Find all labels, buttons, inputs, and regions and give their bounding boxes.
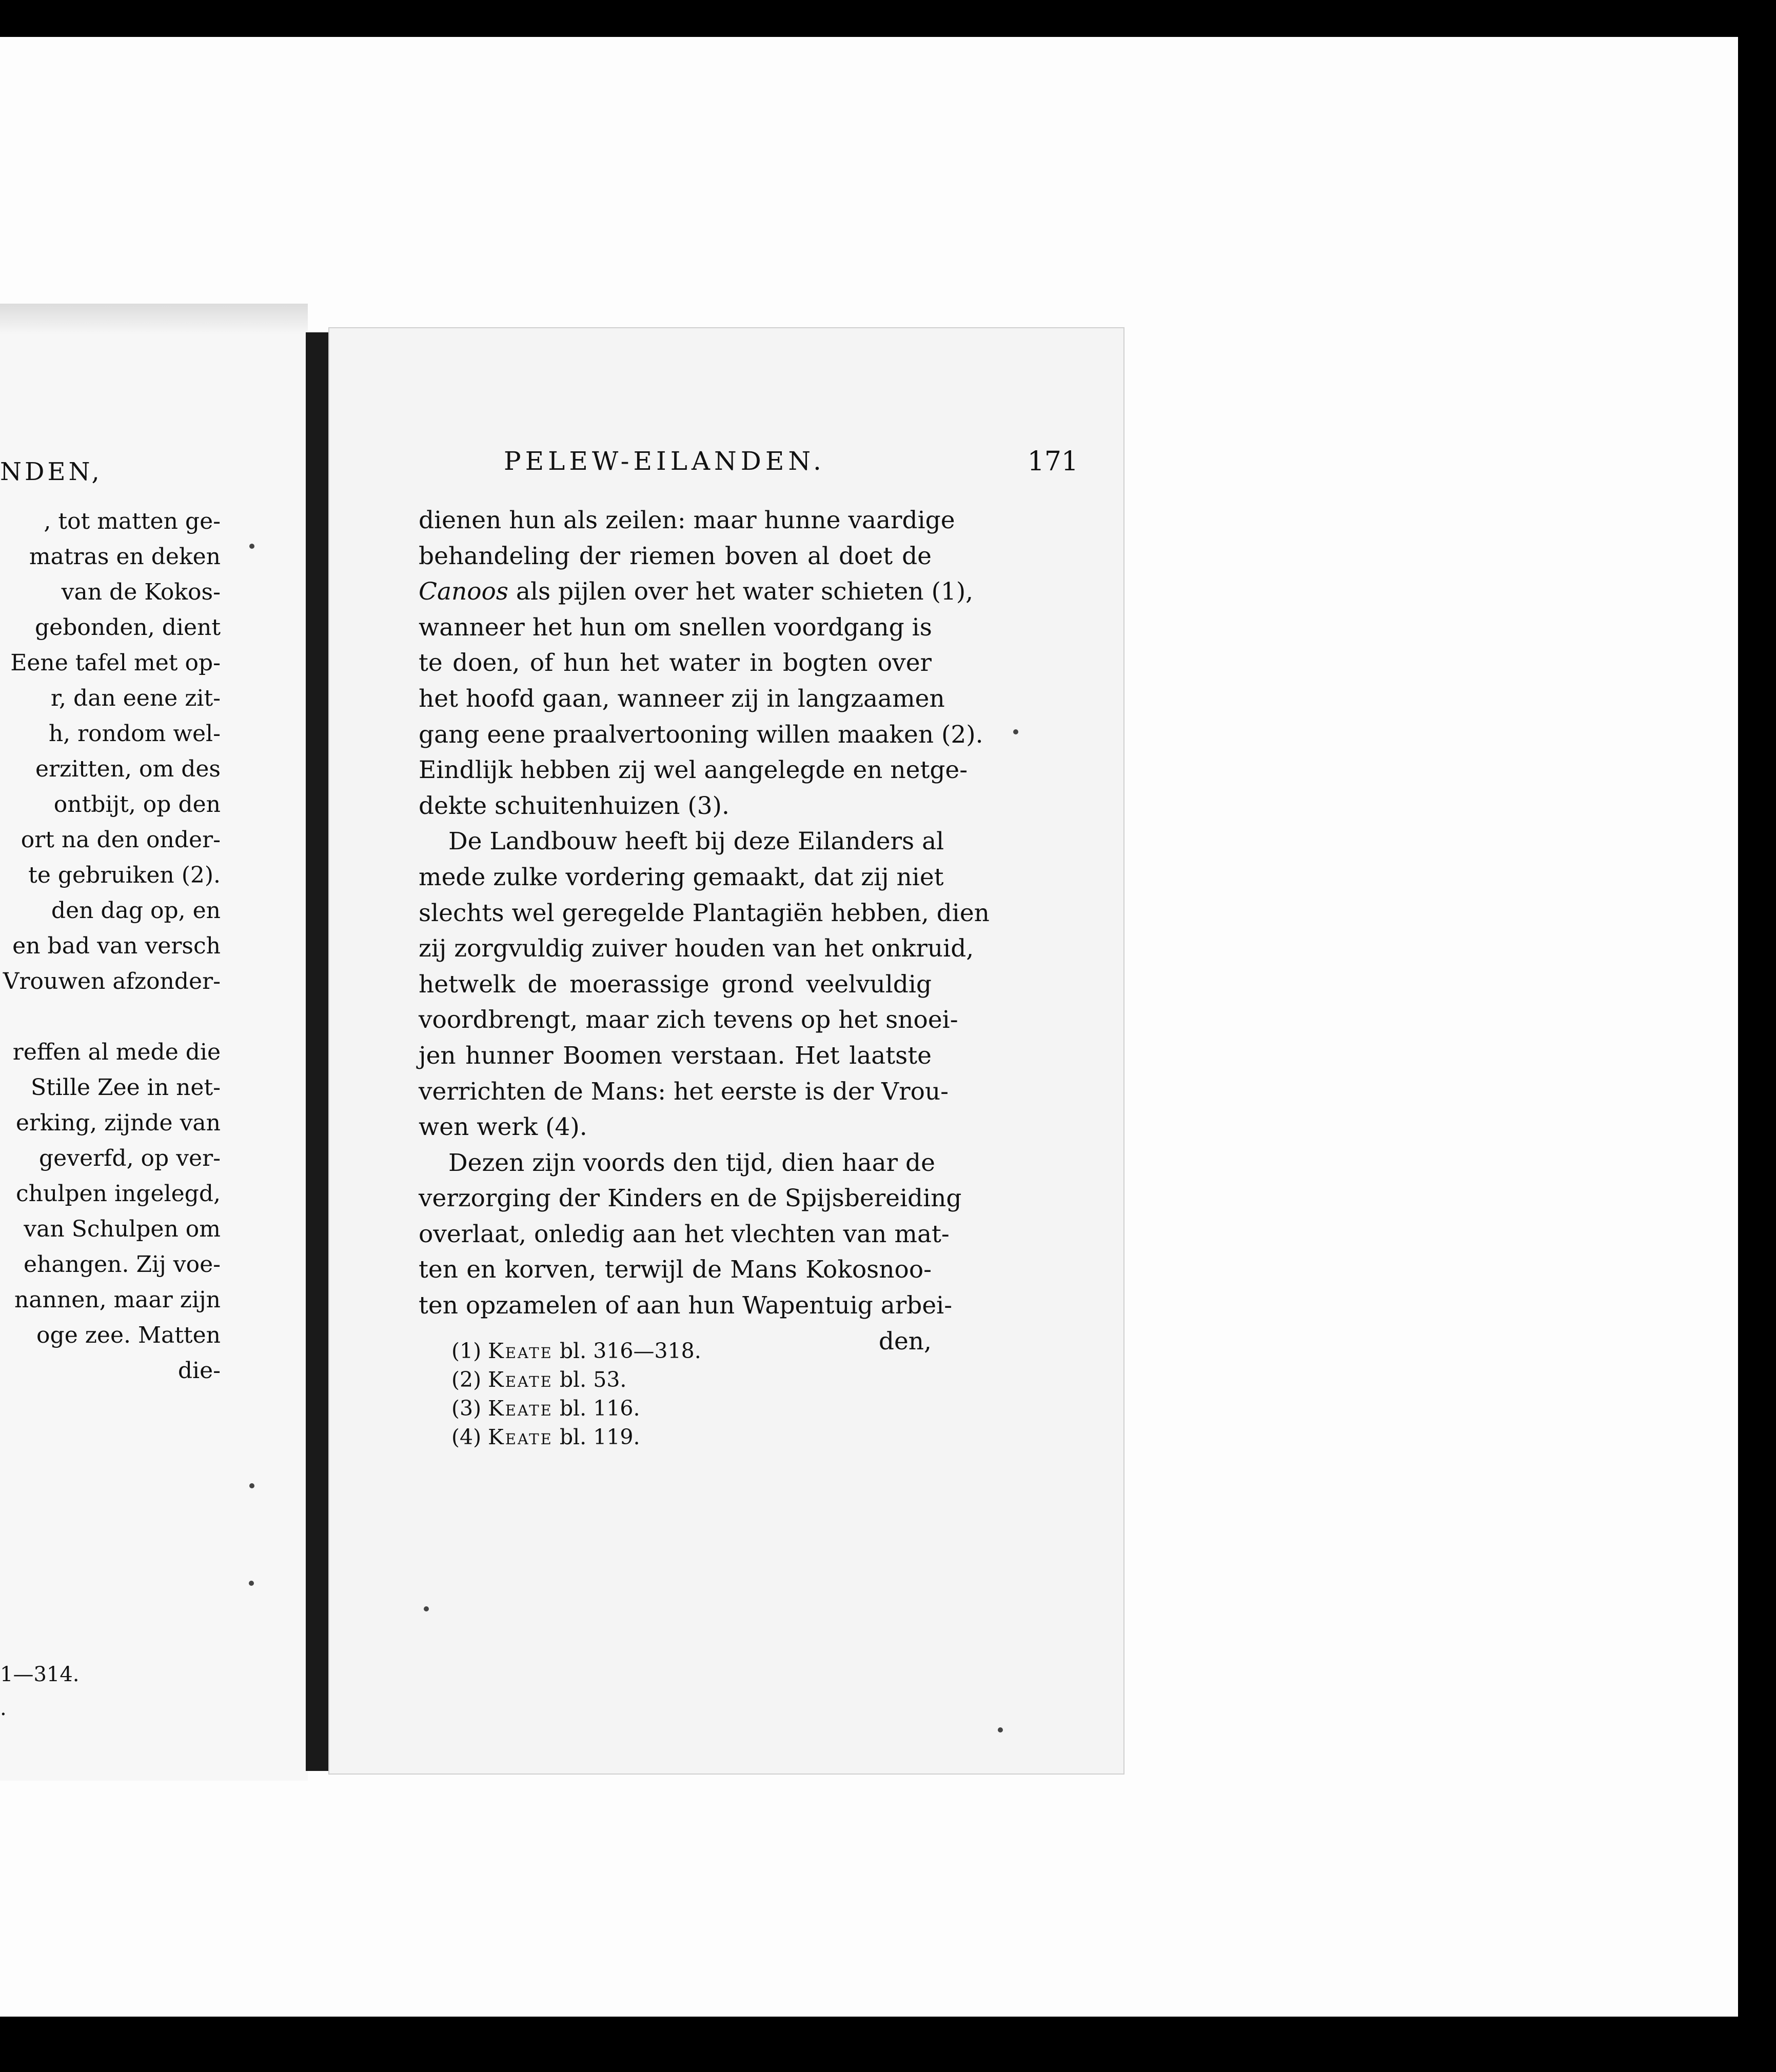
running-head — [504, 446, 1078, 482]
left-text-line: die- — [177, 1358, 221, 1384]
speck — [249, 1581, 254, 1586]
text-line: dienen hun als zeilen: maar hunne vaardige — [419, 506, 955, 534]
left-page — [0, 304, 308, 1781]
footnote-reference: bl. 53. — [552, 1367, 627, 1392]
footnotes — [451, 1337, 701, 1451]
text-line: wanneer het hun om snellen voordgang is — [419, 613, 932, 642]
left-text-line: ehangen. Zij voe- — [24, 1251, 221, 1278]
left-text-line: chulpen ingelegd, — [16, 1181, 221, 1207]
footnote-number: (1) — [451, 1339, 488, 1363]
text-line: ten opzamelen of aan hun Wapentuig arbei- — [419, 1291, 953, 1320]
left-text-block — [3, 504, 221, 1388]
text-line: overlaat, onledig aan het vlechten van mat- — [419, 1220, 950, 1248]
left-text-line — [3, 999, 221, 1034]
left-text-line: en bad van versch — [12, 933, 221, 959]
left-text-line: nannen, maar zijn — [14, 1287, 221, 1313]
footnote — [451, 1423, 701, 1451]
left-text-line: den dag op, en — [51, 898, 221, 924]
footnote-author: Keate — [488, 1396, 553, 1421]
footnote-reference: bl. 116. — [552, 1396, 640, 1421]
text-line: wen werk (4). — [419, 1113, 587, 1142]
speck — [998, 1727, 1003, 1732]
text-line: het hoofd gaan, wanneer zij in langzaamen — [419, 684, 945, 713]
left-text-line: h, rondom wel- — [48, 721, 221, 747]
left-text-line: erzitten, om des — [35, 756, 221, 782]
left-footnotes — [0, 1658, 80, 1725]
page-shadow — [0, 304, 308, 334]
text-line: voordbrengt, maar zich tevens op het snoei- — [419, 1006, 958, 1034]
text-line: verzorging der Kinders en de Spijsbereiding — [419, 1184, 962, 1213]
left-text-line: gebonden, dient — [34, 614, 221, 641]
left-text-line: r, dan eene zit- — [50, 685, 221, 711]
text-line: Canoos als pijlen over het water schieten (1), — [419, 577, 974, 606]
text-line: De Landbouw heeft bij deze Eilanders al — [448, 827, 944, 856]
speck — [249, 1483, 254, 1488]
left-text-line: ontbijt, op den — [53, 791, 221, 818]
left-text-line: erking, zijnde van — [15, 1110, 221, 1136]
left-footnote-line: . — [0, 1697, 7, 1720]
speck — [1013, 729, 1018, 734]
text-line: gang eene praalvertooning willen maaken (2). — [419, 720, 983, 749]
text-line: ten en korven, terwijl de Mans Kokosnoo- — [419, 1256, 932, 1284]
footnote-reference: bl. 119. — [552, 1425, 640, 1449]
left-text-line: Vrouwen afzonder- — [3, 968, 221, 994]
scan-background — [0, 37, 1738, 2017]
text-line: Eindlijk hebben zij wel aangelegde en netge- — [419, 756, 968, 785]
text-line: verrichten de Mans: het eerste is der Vrou- — [419, 1077, 949, 1106]
left-text-line: van de Kokos- — [61, 579, 221, 605]
left-running-head: NDEN, — [0, 457, 103, 486]
left-text-line: matras en deken — [29, 544, 221, 570]
left-text-line: reffen al mede die — [12, 1039, 221, 1065]
footnote — [451, 1337, 701, 1365]
left-text-line: ort na den onder- — [21, 827, 221, 853]
running-head-title: PELEW-EILANDEN. — [504, 446, 825, 476]
footnote-number: (4) — [451, 1425, 488, 1449]
speck — [424, 1606, 429, 1611]
text-line: mede zulke vordering gemaakt, dat zij niet — [419, 863, 944, 891]
text-line: behandeling der riemen boven al doet de — [419, 542, 932, 570]
left-text-line: te gebruiken (2). — [28, 862, 221, 888]
text-line: dekte schuitenhuizen (3). — [419, 791, 729, 820]
text-line: Dezen zijn voords den tijd, dien haar de — [448, 1148, 935, 1177]
left-text-line: , tot matten ge- — [44, 508, 221, 534]
footnote-author: Keate — [488, 1367, 553, 1392]
text-line: te doen, of hun het water in bogten over — [419, 649, 932, 678]
page-number: 171 — [1027, 446, 1078, 477]
footnote-reference: bl. 316—318. — [552, 1339, 701, 1363]
left-text-line: geverfd, op ver- — [39, 1145, 221, 1171]
text-line: zij zorgvuldig zuiver houden van het onkruid, — [419, 934, 974, 963]
left-text-line: oge zee. Matten — [36, 1322, 221, 1348]
text-line: jen hunner Boomen verstaan. Het laatste — [419, 1041, 932, 1070]
left-text-line: van Schulpen om — [24, 1216, 221, 1242]
left-text-line: Stille Zee in net- — [30, 1074, 221, 1101]
footnote-author: Keate — [488, 1425, 553, 1449]
footnote-number: (3) — [451, 1396, 488, 1421]
left-text-line: Eene tafel met op- — [10, 650, 221, 676]
left-footnote-line: 1—314. — [0, 1663, 80, 1686]
footnote — [451, 1394, 701, 1423]
right-page — [328, 327, 1124, 1775]
text-line: den, — [878, 1327, 932, 1356]
text-line: slechts wel geregelde Plantagiën hebben, dien — [419, 899, 990, 927]
body-text — [419, 503, 990, 1359]
footnote — [451, 1365, 701, 1394]
book-spine — [306, 332, 328, 1771]
speck — [249, 544, 254, 549]
footnote-author: Keate — [488, 1339, 553, 1363]
text-line: hetwelk de moerassige grond veelvuldig — [419, 970, 932, 999]
footnote-number: (2) — [451, 1367, 488, 1392]
